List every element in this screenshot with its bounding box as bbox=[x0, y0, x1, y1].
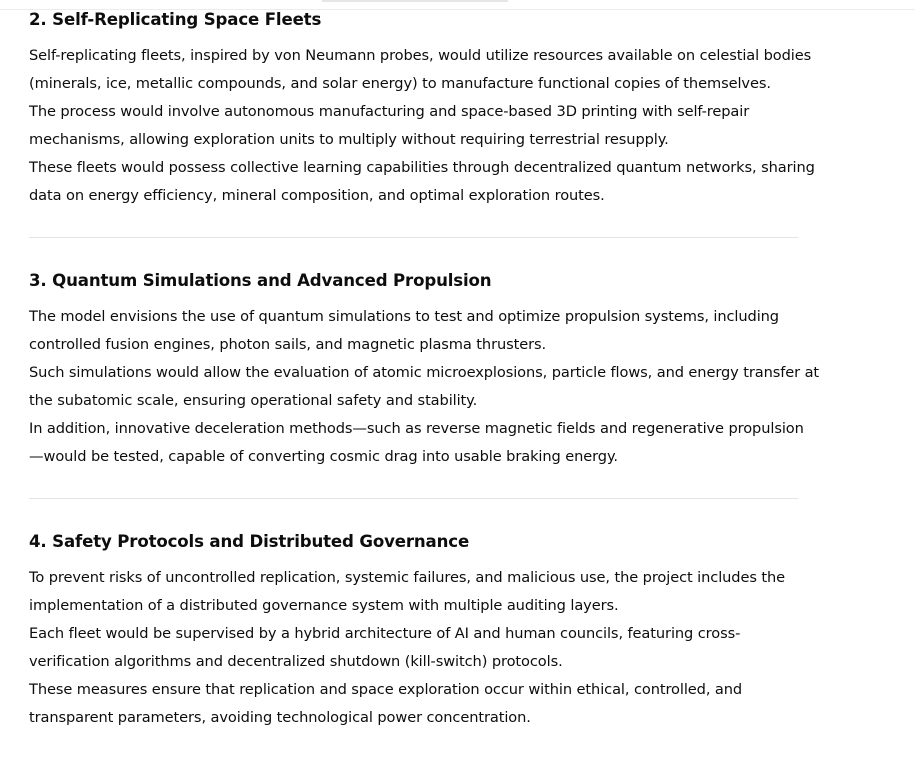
section-safety-governance bbox=[29, 531, 469, 553]
paragraph-line: To prevent risks of uncontrolled replication, systemic failures, and malicious use, the project includes the bbox=[29, 569, 786, 586]
paragraph-line: These measures ensure that replication and space exploration occur within ethical, controlled, and bbox=[29, 681, 743, 698]
paragraph-line: the subatomic scale, ensuring operational safety and stability. bbox=[29, 392, 478, 409]
paragraph-line: data on energy efficiency, mineral composition, and optimal exploration routes. bbox=[29, 187, 605, 204]
paragraph-line: implementation of a distributed governance system with multiple auditing layers. bbox=[29, 597, 619, 614]
section-heading: 4. Safety Protocols and Distributed Governance bbox=[29, 532, 470, 551]
paragraph-line: These fleets would possess collective learning capabilities through decentralized quantum networks, sharing bbox=[29, 159, 815, 176]
paragraph-line: The model envisions the use of quantum simulations to test and optimize propulsion systems, including bbox=[29, 308, 779, 325]
section-heading: 2. Self-Replicating Space Fleets bbox=[29, 10, 322, 29]
section-divider bbox=[29, 498, 798, 499]
paragraph-line: mechanisms, allowing exploration units to multiply without requiring terrestrial resupply. bbox=[29, 131, 669, 148]
paragraph-line: Each fleet would be supervised by a hybrid architecture of AI and human councils, featuring cross- bbox=[29, 625, 741, 642]
section-body bbox=[29, 42, 815, 210]
paragraph-line: Such simulations would allow the evaluation of atomic microexplosions, particle flows, and energy transfer at bbox=[29, 364, 820, 381]
section-quantum-propulsion bbox=[29, 270, 491, 292]
paragraph-line: The process would involve autonomous manufacturing and space-based 3D printing with self-repair bbox=[29, 103, 750, 120]
section-heading: 3. Quantum Simulations and Advanced Propulsion bbox=[29, 271, 492, 290]
paragraph-line: Self-replicating fleets, inspired by von Neumann probes, would utilize resources available on celestial bodies bbox=[29, 47, 812, 64]
section-self-replicating-fleets bbox=[29, 9, 321, 31]
paragraph-line: transparent parameters, avoiding technological power concentration. bbox=[29, 709, 531, 726]
section-body bbox=[29, 564, 785, 732]
paragraph-line: —would be tested, capable of converting cosmic drag into usable braking energy. bbox=[29, 448, 618, 465]
paragraph-line: In addition, innovative deceleration methods—such as reverse magnetic fields and regenerative propulsion bbox=[29, 420, 804, 437]
paragraph-line: verification algorithms and decentralized shutdown (kill-switch) protocols. bbox=[29, 653, 563, 670]
top-tab-indicator bbox=[322, 0, 508, 2]
paragraph-line: (minerals, ice, metallic compounds, and solar energy) to manufacture functional copies of themselves. bbox=[29, 75, 771, 92]
section-body bbox=[29, 303, 819, 471]
section-divider bbox=[29, 237, 798, 238]
paragraph-line: controlled fusion engines, photon sails, and magnetic plasma thrusters. bbox=[29, 336, 547, 353]
